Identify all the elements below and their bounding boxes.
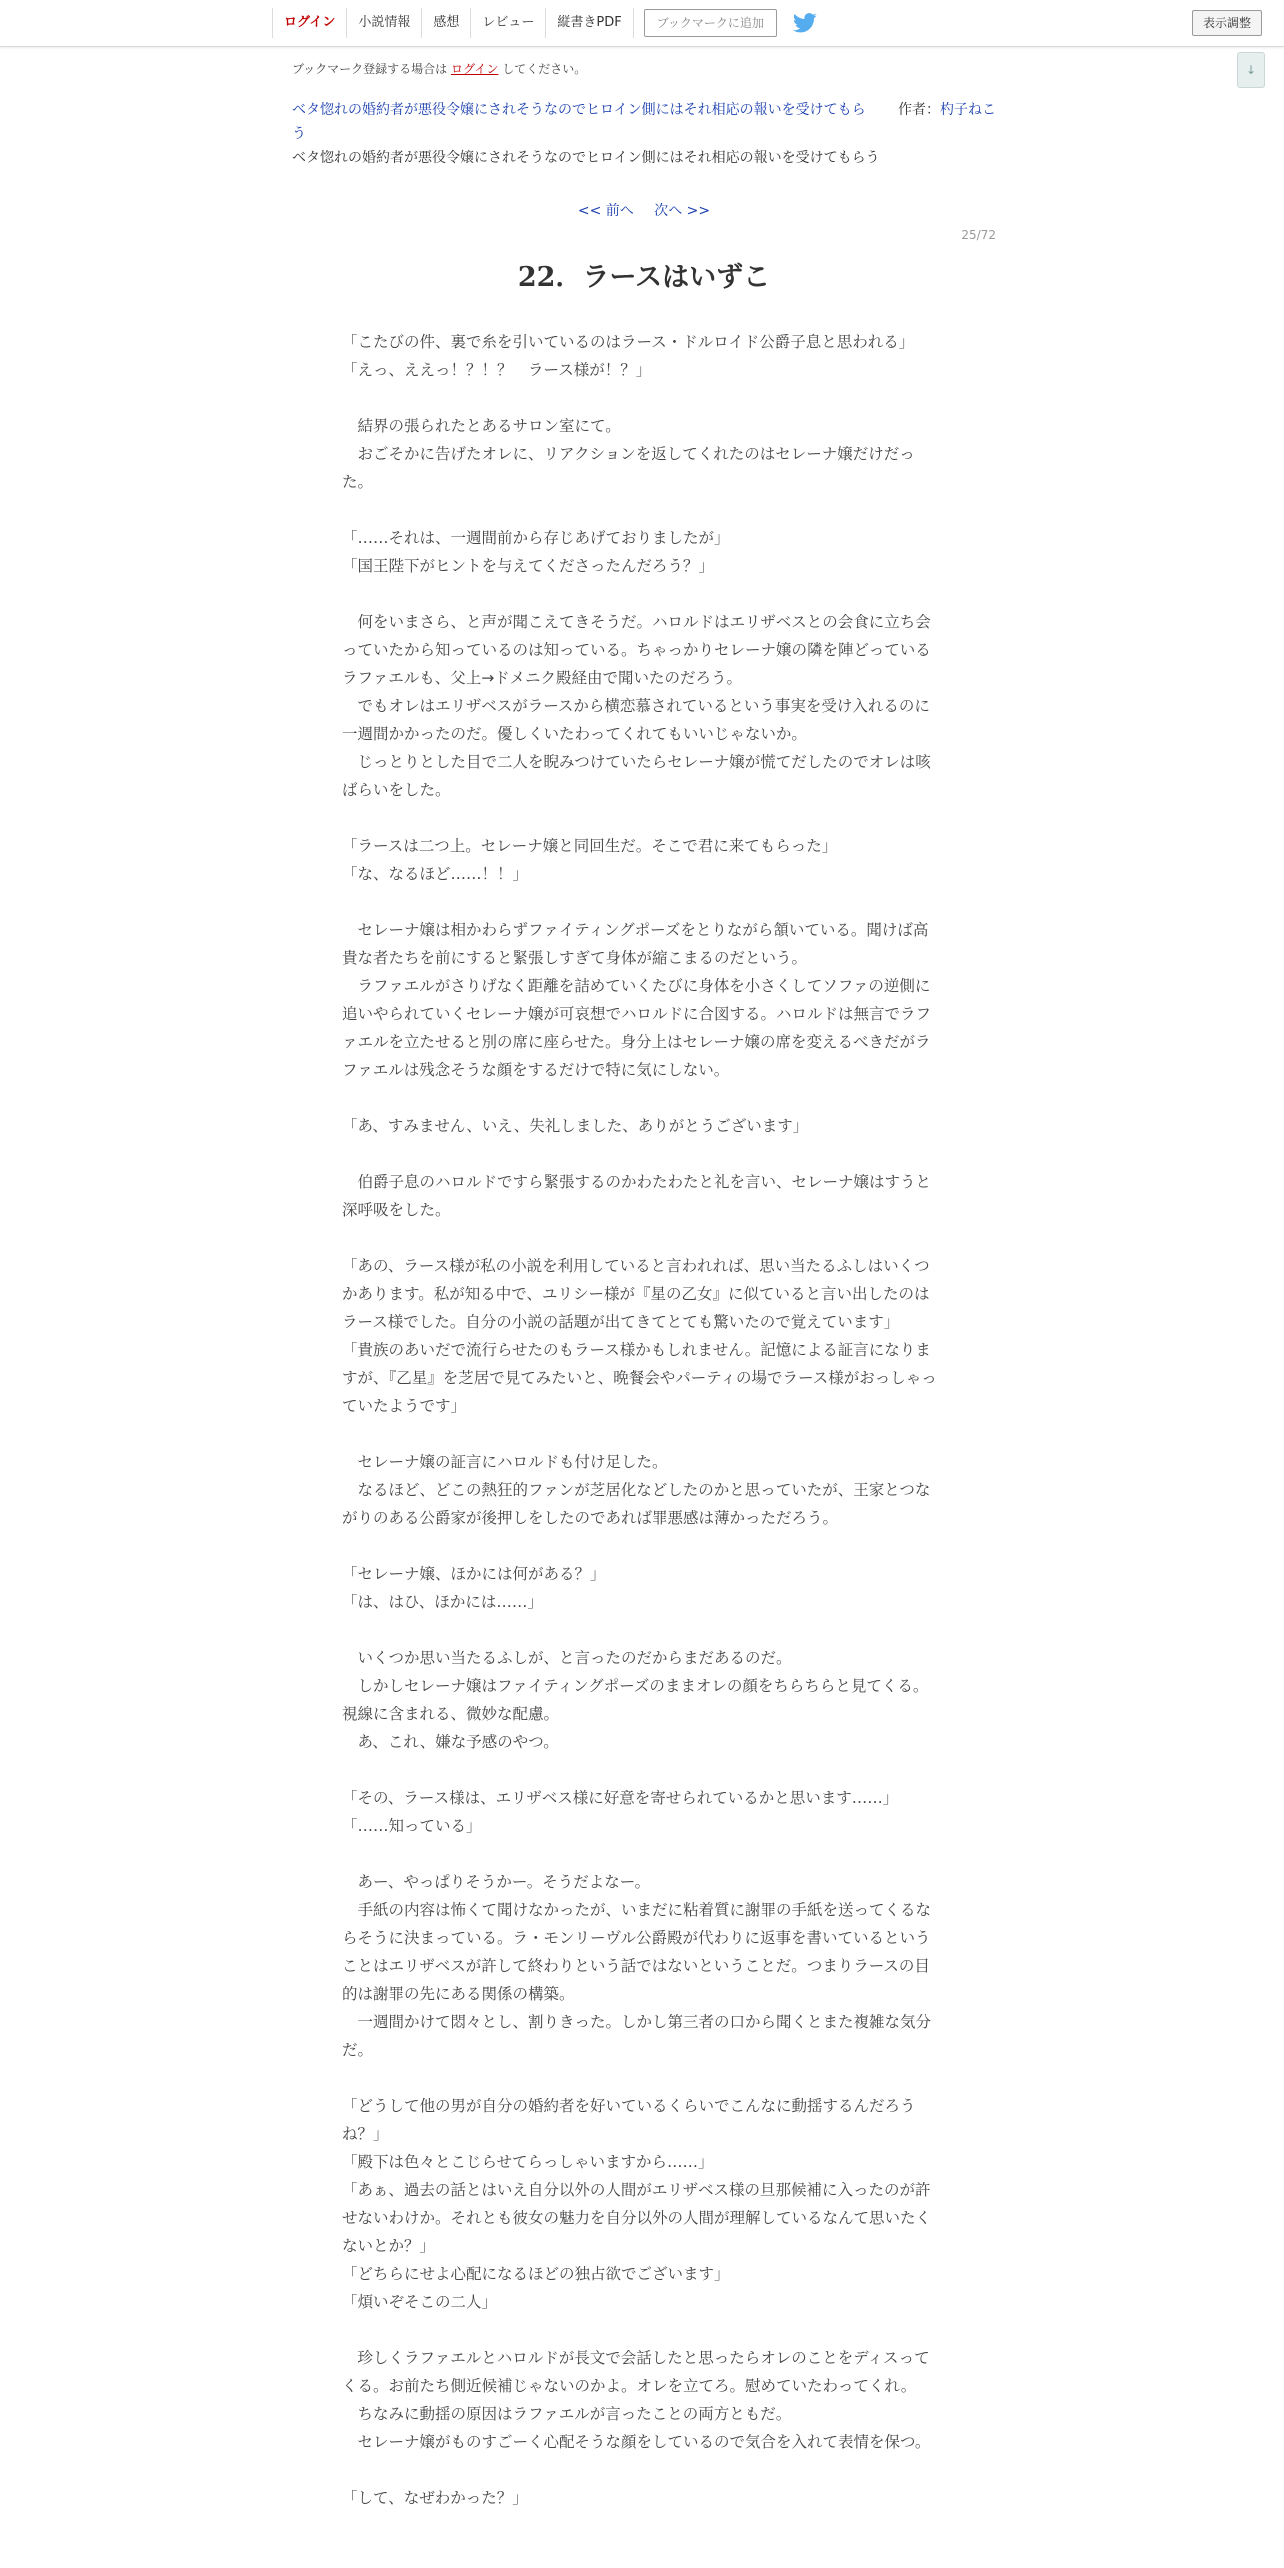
body-line: 「ラースは二つ上。セレーナ嬢と同回生だ。そこで君に来てもらった」 bbox=[342, 837, 838, 855]
body-line: 「国王陛下がヒントを与えてくださったんだろう？」 bbox=[342, 557, 715, 575]
author-name-link[interactable]: 杓子ねこ bbox=[940, 102, 996, 118]
body-line bbox=[342, 888, 938, 916]
body-line bbox=[342, 1840, 938, 1868]
body-line: 「あ、すみません、いえ、失礼しました、ありがとうございます」 bbox=[342, 1117, 809, 1135]
body-line: 「セレーナ嬢、ほかには何がある？」 bbox=[342, 1565, 606, 1583]
body-line: あ、これ、嫌な予感のやつ。 bbox=[342, 1733, 559, 1751]
body-line: セレーナ嬢は相かわらずファイティングポーズをとりながら頷いている。聞けば高貴な者たちを前にすると緊張しすぎて身体が縮こまるのだという。 bbox=[342, 921, 929, 967]
body-line: 「煩いぞそこの二人」 bbox=[342, 2293, 498, 2311]
body-line: 一週間かけて悶々とし、割りきった。しかし第三者の口から聞くとまた複雑な気分だ。 bbox=[342, 2013, 932, 2059]
body-line bbox=[342, 2064, 938, 2092]
body-line: 「その、ラース様は、エリザベス様に好意を寄せられているかと思います……」 bbox=[342, 1789, 899, 1807]
body-line bbox=[342, 804, 938, 832]
body-line: おごそかに告げたオレに、リアクションを返してくれたのはセレーナ嬢だけだった。 bbox=[342, 445, 915, 491]
author bbox=[898, 98, 996, 146]
body-line bbox=[342, 1224, 938, 1252]
body-line: 「……知っている」 bbox=[342, 1817, 482, 1835]
top-nav-bar bbox=[0, 0, 1284, 47]
body-line bbox=[342, 1616, 938, 1644]
body-line bbox=[342, 580, 938, 608]
review-link[interactable]: レビュー bbox=[470, 8, 545, 38]
body-line bbox=[342, 496, 938, 524]
novel-body bbox=[342, 328, 938, 2512]
author-label: 作者： bbox=[898, 102, 940, 118]
body-line: 結界の張られたとあるサロン室にて。 bbox=[342, 417, 621, 435]
body-line: ラファエルがさりげなく距離を詰めていくたびに身体を小さくしてソファの逆側に追いやられていくセレーナ嬢が可哀想でハロルドに合図する。ハロルドは無言でラファエルを立たせると別の席に座らせた。身分上はセレーナ嬢の席を変えるべきだがラファエルは残念そうな顔をするだけで特に気にしない。 bbox=[342, 977, 932, 1079]
body-line: セレーナ嬢の証言にハロルドも付け足した。 bbox=[342, 1453, 668, 1471]
body-line bbox=[342, 1084, 938, 1112]
body-line bbox=[342, 2316, 938, 2344]
body-line: 「……それは、一週間前から存じあげておりましたが」 bbox=[342, 529, 730, 547]
body-line: いくつか思い当たるふしが、と言ったのだからまだあるのだ。 bbox=[342, 1649, 792, 1667]
body-line: 「あぁ、過去の話とはいえ自分以外の人間がエリザベス様の旦那候補に入ったのが許せないわけか。それとも彼女の魅力を自分以外の人間が理解しているなんて思いたくないとか？」 bbox=[342, 2181, 932, 2255]
body-line: じっとりとした目で二人を睨みつけていたらセレーナ嬢が慌てだしたのでオレは咳ばらいをした。 bbox=[342, 753, 931, 799]
display-settings-button[interactable]: 表示調整 bbox=[1192, 10, 1262, 36]
login-notice bbox=[292, 60, 996, 78]
prev-chapter-link[interactable]: << 前へ bbox=[577, 203, 634, 219]
body-line bbox=[342, 1140, 938, 1168]
twitter-icon[interactable] bbox=[793, 13, 817, 33]
body-line: 「どちらにせよ心配になるほどの独占欲でございます」 bbox=[342, 2265, 730, 2283]
body-line: 「は、はひ、ほかには……」 bbox=[342, 1593, 543, 1611]
body-line: あー、やっぱりそうかー。そうだよなー。 bbox=[342, 1873, 651, 1891]
body-line: 手紙の内容は怖くて聞けなかったが、いまだに粘着質に謝罪の手紙を送ってくるならそうに決まっている。ラ・モンリーヴル公爵殿が代わりに返事を書いているということはエリザベスが許して終わりという話ではないということだ。つまりラースの目的は謝罪の先にある関係の構築。 bbox=[342, 1901, 932, 2003]
main-nav bbox=[272, 8, 817, 38]
scroll-down-button[interactable] bbox=[1237, 52, 1265, 88]
body-line: セレーナ嬢がものすごーく心配そうな顔をしているので気合を入れて表情を保つ。 bbox=[342, 2433, 931, 2451]
body-line: 「こたびの件、裏で糸を引いているのはラース・ドルロイド公爵子息と思われる」 bbox=[342, 333, 915, 351]
body-line bbox=[342, 1532, 938, 1560]
twitter-bird-icon bbox=[793, 13, 817, 33]
chapter-count: 25/72 bbox=[961, 228, 996, 242]
body-line bbox=[342, 384, 938, 412]
body-line: なるほど、どこの熱狂的ファンが芝居化などしたのかと思っていたが、王家とつながりのある公爵家が後押しをしたのであれば罪悪感は薄かっただろう。 bbox=[342, 1481, 931, 1527]
series-title-link[interactable]: ベタ惚れの婚約者が悪役令嬢にされそうなのでヒロイン側にはそれ相応の報いを受けてもらう bbox=[292, 102, 866, 142]
chapter-title: 22．ラースはいずこ bbox=[517, 262, 771, 293]
series-line bbox=[292, 98, 996, 146]
novel-header bbox=[292, 60, 996, 170]
body-line: しかしセレーナ嬢はファイティングポーズのままオレの顔をちらちらと見てくる。視線に含まれる、微妙な配慮。 bbox=[342, 1677, 929, 1723]
add-bookmark-button[interactable]: ブックマークに追加 bbox=[644, 9, 777, 37]
chapter-pager bbox=[292, 200, 996, 220]
body-line: でもオレはエリザベスがラースから横恋慕されているという事実を受け入れるのに一週間かかったのだ。優しくいたわってくれてもいいじゃないか。 bbox=[342, 697, 930, 743]
login-notice-suffix: してください。 bbox=[502, 62, 587, 76]
body-line bbox=[342, 2456, 938, 2484]
next-chapter-link[interactable]: 次へ >> bbox=[654, 203, 711, 219]
body-line: 「貴族のあいだで流行らせたのもラース様かもしれません。記憶による証言になりますが、『乙星』を芝居で見てみたいと、晩餐会やパーティの場でラース様がおっしゃっていたようです」 bbox=[342, 1341, 937, 1415]
body-line bbox=[342, 1420, 938, 1448]
body-line: 「殿下は色々とこじらせてらっしゃいますから……」 bbox=[342, 2153, 714, 2171]
impressions-link[interactable]: 感想 bbox=[421, 8, 470, 38]
login-notice-link[interactable]: ログイン bbox=[451, 62, 499, 76]
body-line: 珍しくラファエルとハロルドが長文で会話したと思ったらオレのことをディスってくる。お前たち側近候補じゃないのかよ。オレを立てろ。慰めていたわってくれ。 bbox=[342, 2349, 930, 2395]
novel-subtitle: ベタ惚れの婚約者が悪役令嬢にされそうなのでヒロイン側にはそれ相応の報いを受けてもらう bbox=[292, 150, 880, 166]
login-notice-prefix: ブックマーク登録する場合は bbox=[292, 62, 448, 76]
body-line: 伯爵子息のハロルドですら緊張するのかわたわたと礼を言い、セレーナ嬢はすうと深呼吸をした。 bbox=[342, 1173, 932, 1219]
body-line: 「えっ、ええっ！？！？ ラース様が！？」 bbox=[342, 361, 652, 379]
body-line: 何をいまさら、と声が聞こえてきそうだ。ハロルドはエリザベスとの会食に立ち会っていたから知っているのは知っている。ちゃっかりセレーナ嬢の隣を陣どっているラファエルも、父上→ドメニク殿経由で聞いたのだろう。 bbox=[342, 613, 931, 687]
body-line: 「どうして他の男が自分の婚約者を好いているくらいでこんなに動揺するんだろうね？」 bbox=[342, 2097, 916, 2143]
vertical-pdf-link[interactable]: 縦書きPDF bbox=[545, 8, 633, 38]
login-link[interactable]: ログイン bbox=[272, 8, 346, 38]
body-line: 「な、なるほど……！！」 bbox=[342, 865, 529, 883]
body-line: 「あの、ラース様が私の小説を利用していると言われれば、思い当たるふしはいくつかあります。私が知る中で、ユリシー様が『星の乙女』に似ていると言い出したのはラース様でした。自分の小説の話題が出てきてとても驚いたので覚えています」 bbox=[342, 1257, 930, 1331]
body-line bbox=[342, 1756, 938, 1784]
body-line: 「して、なぜわかった？」 bbox=[342, 2489, 528, 2507]
down-arrow-icon: ↓ bbox=[1245, 63, 1257, 77]
body-line: ちなみに動揺の原因はラファエルが言ったことの両方ともだ。 bbox=[342, 2405, 792, 2423]
novel-info-link[interactable]: 小説情報 bbox=[346, 8, 421, 38]
